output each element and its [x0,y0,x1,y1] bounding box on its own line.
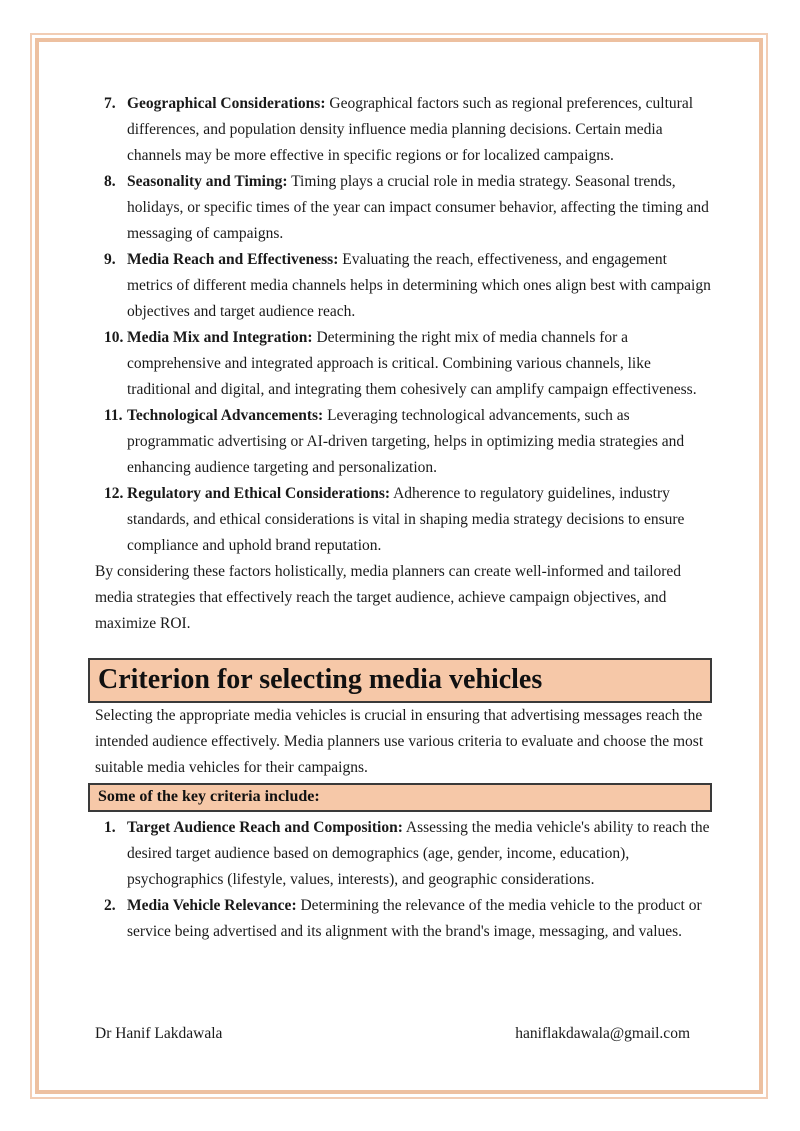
list-item [95,403,712,481]
criteria-bar: Some of the key criteria include: [88,783,712,812]
list-item-title: Seasonality and Timing: [127,173,288,190]
section-heading-box [88,658,712,703]
list-item-text [127,893,712,945]
list-item-text [127,403,712,481]
list-item [95,91,712,169]
list-item-number: 11. [104,407,123,424]
list-item-text [127,481,712,559]
list-item-text [127,91,712,169]
list-item [95,247,712,325]
footer-author: Dr Hanif Lakdawala [95,1025,223,1042]
list-item [95,325,712,403]
list-item-title: Target Audience Reach and Composition: [127,819,403,836]
list-item-body: Geographical factors such as regional preferences, cultural differences, and population density influence media planning decisions. Certain media channels may be more effective in specific regions or for localized campaigns. [127,95,694,164]
list-item-number: 9. [104,251,116,268]
list-item [95,815,712,893]
section-heading: Criterion for selecting media vehicles [98,664,543,695]
list-item-body: Timing plays a crucial role in media strategy. Seasonal trends, holidays, or specific times of the year can impact consumer behavior, affecting the timing and messaging of campaigns. [127,173,709,242]
list-item-text [127,815,712,893]
conclusion-paragraph: By considering these factors holistically, media planners can create well-informed and tailored media strategies that effectively reach the target audience, achieve campaign objectives, and maximize ROI. [95,563,682,632]
list-item-title: Media Reach and Effectiveness: [127,251,339,268]
list-item-text [127,247,712,325]
criteria-list [95,815,712,945]
list-item-body: Assessing the media vehicle's ability to reach the desired target audience based on demographics (age, gender, income, education), psychographics (lifestyle, values, interests), and geographic considerations. [127,819,710,888]
list-item-number: 2. [104,897,116,914]
list-item-number: 1. [104,819,116,836]
factors-list [95,91,712,559]
list-item-title: Technological Advancements: [127,407,324,424]
list-item-text [127,169,712,247]
list-item [95,893,712,945]
list-item-body: Determining the right mix of media channels for a comprehensive and integrated approach is critical. Combining various channels, like traditional and digital, and integrating them cohesively can amplify campaign effectiveness. [127,329,697,398]
list-item-body: Determining the relevance of the media vehicle to the product or service being advertised and its alignment with the brand's image, messaging, and values. [127,897,702,940]
list-item-number: 8. [104,173,116,190]
list-item-title: Regulatory and Ethical Considerations: [127,485,391,502]
list-item-title: Media Mix and Integration: [127,329,313,346]
list-item-body: Evaluating the reach, effectiveness, and engagement metrics of different media channels helps in determining which ones align best with campaign objectives and target audience reach. [127,251,711,320]
footer-email: haniflakdawala@gmail.com [515,1025,690,1042]
list-item-number: 7. [104,95,116,112]
list-item-text [127,325,712,403]
list-item-body: Leveraging technological advancements, such as programmatic advertising or AI-driven targeting, helps in optimizing media strategies and enhancing audience targeting and personalization. [127,407,685,476]
list-item-title: Geographical Considerations: [127,95,326,112]
list-item-number: 12. [104,485,124,502]
list-item-number: 10. [104,329,124,346]
list-item [95,169,712,247]
list-item [95,481,712,559]
document-page [43,43,757,1088]
list-item-body: Adherence to regulatory guidelines, industry standards, and ethical considerations is vital in shaping media strategy decisions to ensure compliance and uphold brand reputation. [127,485,685,554]
intro-paragraph: Selecting the appropriate media vehicles is crucial in ensuring that advertising messages reach the intended audience effectively. Media planners use various criteria to evaluate and choose the most suitable media vehicles for their campaigns. [95,707,704,776]
page-footer [95,1021,712,1047]
list-item-title: Media Vehicle Relevance: [127,897,297,914]
